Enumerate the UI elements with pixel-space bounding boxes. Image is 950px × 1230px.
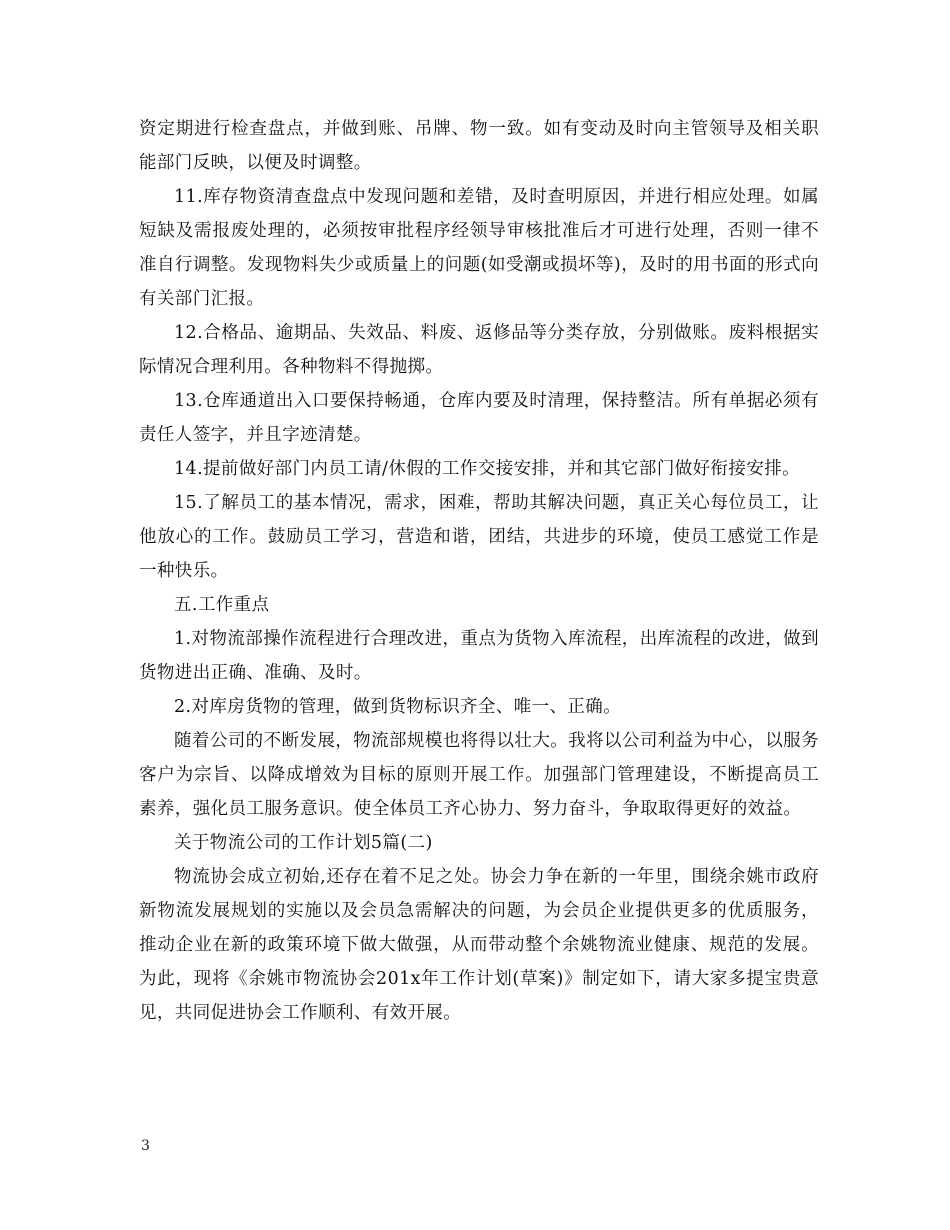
document-body (139, 112, 819, 1030)
paragraph-item-15: 15.了解员工的基本情况，需求，困难，帮助其解决问题，真正关心每位员工，让他放心的工作。鼓励员工学习，营造和谐，团结，共进步的环境，使员工感觉工作是一种快乐。 (139, 493, 819, 581)
section-heading-work-focus: 五.工作重点 (174, 595, 270, 615)
paragraph-focus-1: 1.对物流部操作流程进行合理改进，重点为货物入库流程，出库流程的改进，做到货物进出正确、准确、及时。 (139, 629, 819, 683)
paragraph-item-13: 13.仓库通道出入口要保持畅通，仓库内要及时清理，保持整洁。所有单据必须有责任人签字，并且字迹清楚。 (139, 391, 819, 445)
page-number: 3 (141, 1138, 150, 1154)
paragraph-item-11: 11.库存物资清查盘点中发现问题和差错，及时查明原因，并进行相应处理。如属短缺及需报废处理的，必须按审批程序经领导审核批准后才可进行处理，否则一律不准自行调整。发现物料失少或质量上的问题(如受潮或损坏等)，及时的用书面的形式向有关部门汇报。 (139, 187, 819, 309)
paragraph-closing: 随着公司的不断发展，物流部规模也将得以壮大。我将以公司利益为中心，以服务客户为宗旨、以降成增效为目标的原则开展工作。加强部门管理建设，不断提高员工素养，强化员工服务意识。使全体员工齐心协力、努力奋斗，争取取得更好的效益。 (139, 731, 819, 819)
paragraph-item-14: 14.提前做好部门内员工请/休假的工作交接安排，并和其它部门做好衔接安排。 (174, 459, 801, 479)
section-title-plan-2: 关于物流公司的工作计划5篇(二) (174, 833, 433, 853)
paragraph-item-12: 12.合格品、逾期品、失效品、料废、返修品等分类存放，分别做账。废料根据实际情况合理利用。各种物料不得抛掷。 (139, 323, 819, 377)
paragraph-intro: 物流协会成立初始,还存在着不足之处。协会力争在新的一年里，围绕余姚市政府新物流发展规划的实施以及会员急需解决的问题，为会员企业提供更多的优质服务，推动企业在新的政策环境下做大做强，从而带动整个余姚物流业健康、规范的发展。为此，现将《余姚市物流协会201x年工作计划(草案)》制定如下，请大家多提宝贵意见，共同促进协会工作顺利、有效开展。 (139, 867, 819, 1023)
paragraph-focus-2: 2.对库房货物的管理，做到货物标识齐全、唯一、正确。 (174, 697, 622, 717)
paragraph-continued: 资定期进行检查盘点，并做到账、吊牌、物一致。如有变动及时向主管领导及相关职能部门反映，以便及时调整。 (139, 119, 819, 173)
